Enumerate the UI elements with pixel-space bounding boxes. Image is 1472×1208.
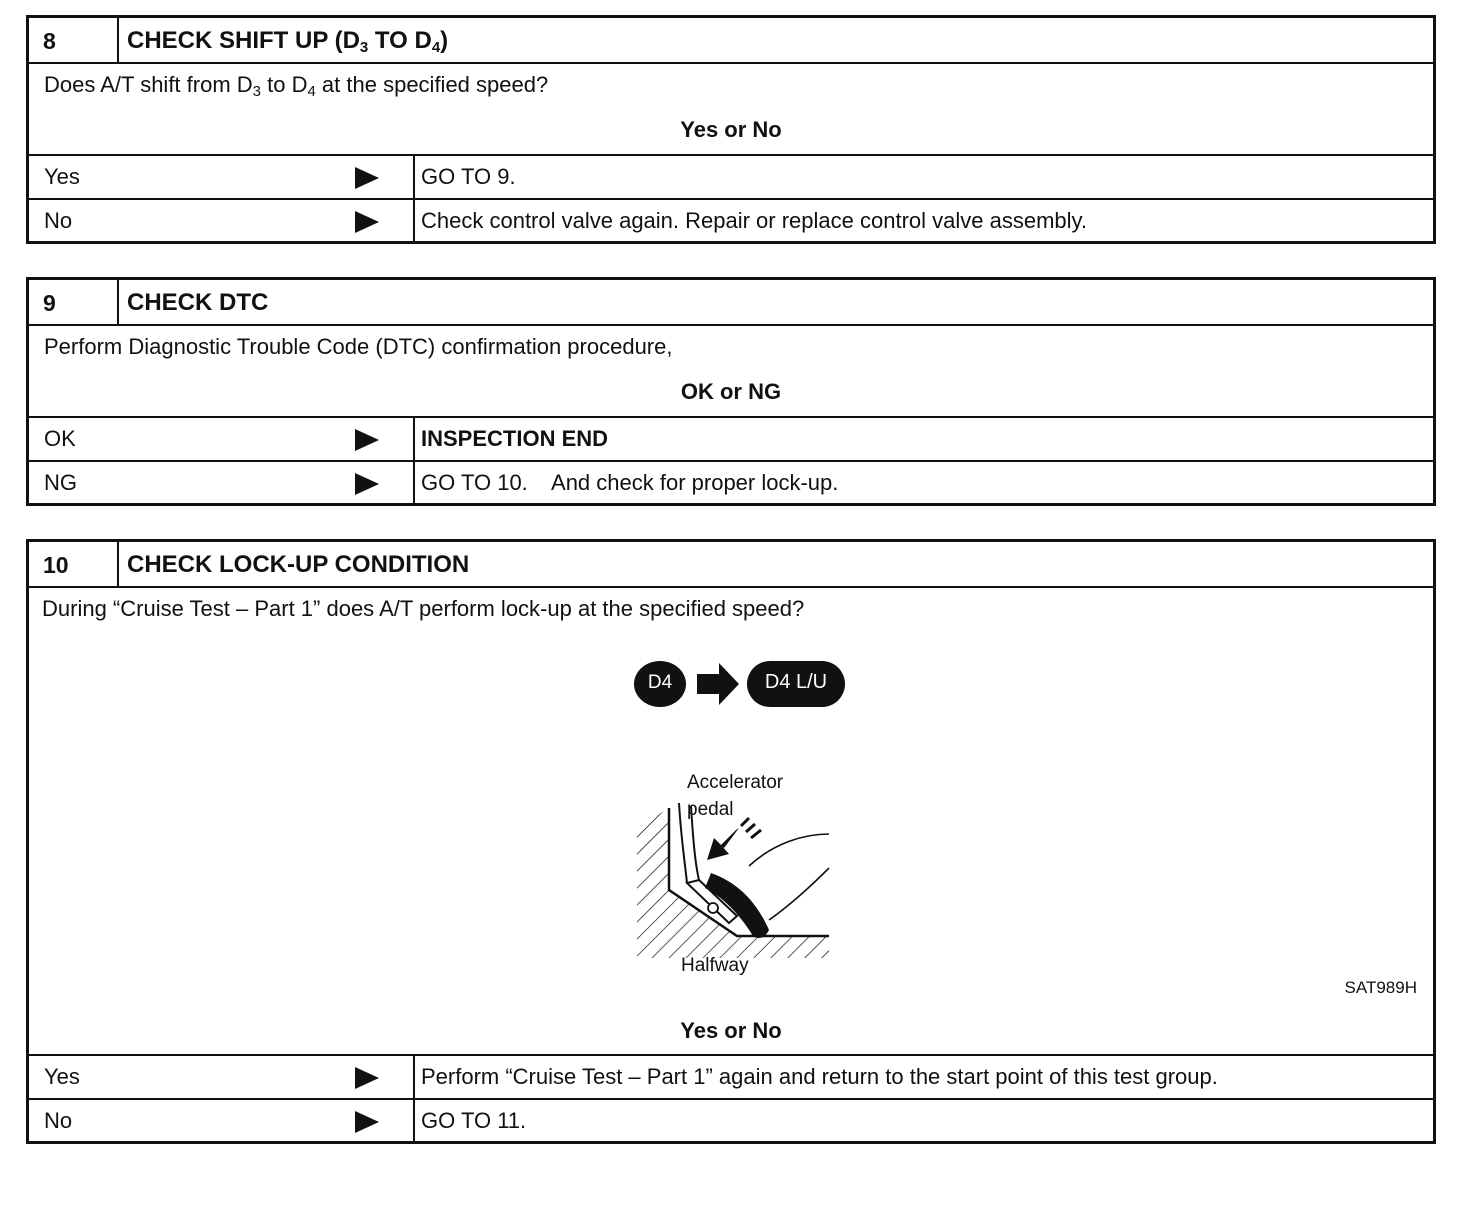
step-number: 8 <box>29 18 119 62</box>
lockup-figure <box>629 658 859 998</box>
answer-row-no <box>29 1100 1433 1144</box>
answer-action: GO TO 10. And check for proper lock-up. <box>421 470 839 495</box>
step-10-box <box>26 539 1436 1144</box>
d4-lu-badge-label: D4 L/U <box>764 671 828 693</box>
step-10-question <box>29 588 1433 1056</box>
answer-label: No <box>44 208 73 233</box>
answer-row-ng <box>29 462 1433 506</box>
shift-arrow-icon <box>697 663 739 705</box>
figure-code: SAT989H <box>1344 978 1417 997</box>
answer-label: Yes <box>44 164 80 189</box>
accelerator-pedal-illustration <box>629 658 859 998</box>
step-title: CHECK SHIFT UP ($D_3$ TO $D_4$) <box>127 27 449 56</box>
step-9-box <box>26 277 1436 506</box>
figure-label-line1: Accelerator <box>687 772 784 793</box>
answer-row-yes <box>29 156 1433 200</box>
question-text: During “Cruise Test – Part 1” does A/T perform lock-up at the specified speed? <box>42 596 805 621</box>
step-9-header <box>29 280 1433 326</box>
answer-row-ok <box>29 418 1433 462</box>
step-9-question <box>29 326 1433 418</box>
step-10-header <box>29 542 1433 588</box>
step-number: 9 <box>29 280 119 324</box>
step-number: 10 <box>29 542 119 586</box>
answer-label: OK <box>44 426 76 451</box>
answer-action: GO TO 11. <box>421 1108 527 1133</box>
answer-row-yes <box>29 1056 1433 1100</box>
step-8-header <box>29 18 1433 64</box>
answer-label: No <box>44 1108 73 1133</box>
answer-header: Yes or No <box>680 1018 782 1043</box>
answer-action: Perform “Cruise Test – Part 1” again and return to the start point of this test group. <box>421 1064 1218 1089</box>
arrow-right-icon <box>355 167 379 189</box>
arrow-right-icon <box>355 429 379 451</box>
arrow-right-icon <box>355 211 379 233</box>
arrow-right-icon <box>355 1067 379 1089</box>
answer-row-no <box>29 200 1433 244</box>
arrow-right-icon <box>355 1111 379 1133</box>
step-title: CHECK DTC <box>127 289 269 316</box>
answer-label: Yes <box>44 1064 80 1089</box>
step-8-question <box>29 64 1433 156</box>
figure-caption: Halfway <box>681 955 749 976</box>
step-title: CHECK LOCK-UP CONDITION <box>127 551 470 578</box>
answer-header: Yes or No <box>680 117 782 142</box>
answer-action: Check control valve again. Repair or replace control valve assembly. <box>421 208 1088 233</box>
figure-label-line2: pedal <box>687 799 734 820</box>
answer-header: OK or NG <box>680 379 782 404</box>
answer-action: GO TO 9. <box>421 164 516 189</box>
arrow-right-icon <box>355 473 379 495</box>
answer-label: NG <box>44 470 77 495</box>
question-text: Perform Diagnostic Trouble Code (DTC) confirmation procedure, <box>44 334 673 359</box>
d4-badge-label: D4 <box>647 672 673 693</box>
step-8-box <box>26 15 1436 244</box>
question-text: Does A/T shift from $D_3$ to $D_4$ at the specified speed? <box>44 72 549 100</box>
answer-action: INSPECTION END <box>421 426 609 451</box>
